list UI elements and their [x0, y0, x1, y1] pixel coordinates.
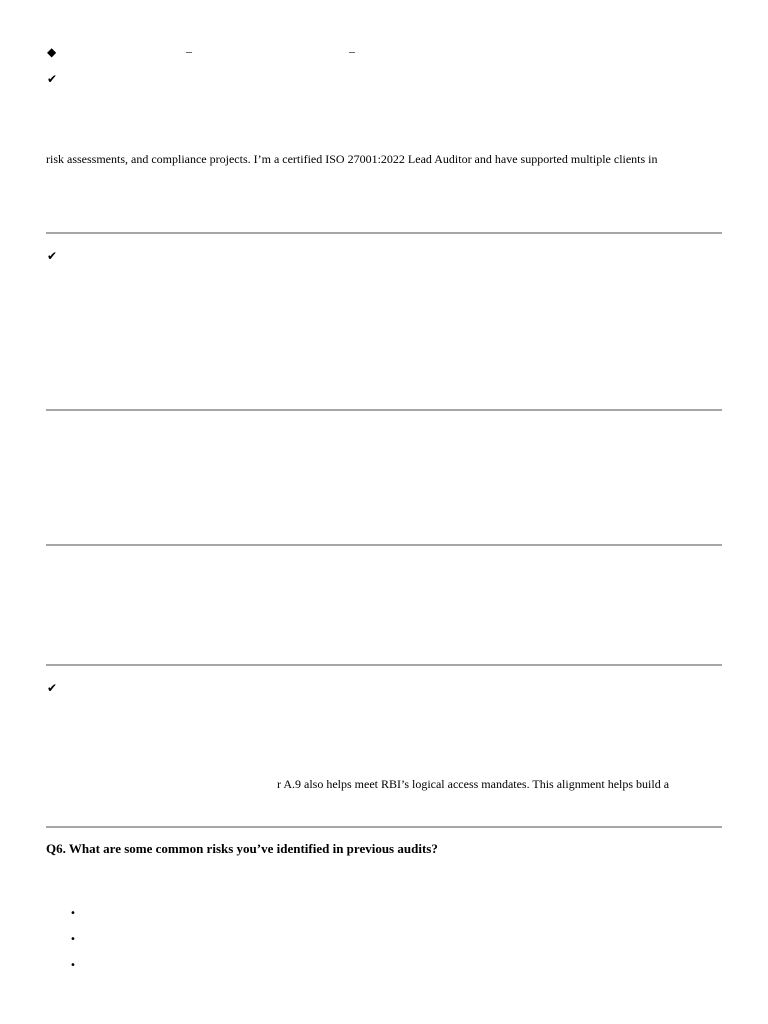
section-divider [46, 409, 722, 411]
answer-text: r A.9 also helps meet RBI’s logical access mandates. This alignment helps build a [277, 777, 670, 791]
section-divider [46, 826, 722, 828]
section-divider [46, 232, 722, 234]
checkmark-icon: ✔ [47, 249, 58, 263]
answer-text: risk assessments, and compliance projects. I’m a certified ISO 27001:2022 Lead Auditor and have supported multiple clients in [46, 152, 658, 166]
checkmark-icon: ✔ [47, 72, 58, 86]
list-bullet: • [70, 960, 76, 971]
checkmark-icon: ✔ [47, 681, 58, 695]
list-bullet: • [70, 908, 76, 919]
dash-separator: – [186, 44, 192, 58]
question-heading: Q6. What are some common risks you’ve identified in previous audits? [46, 841, 438, 856]
list-bullet: • [70, 934, 76, 945]
section-divider [46, 544, 722, 546]
section-divider [46, 664, 722, 666]
dash-separator: – [349, 44, 355, 58]
diamond-bullet-icon: ◆ [47, 45, 57, 59]
